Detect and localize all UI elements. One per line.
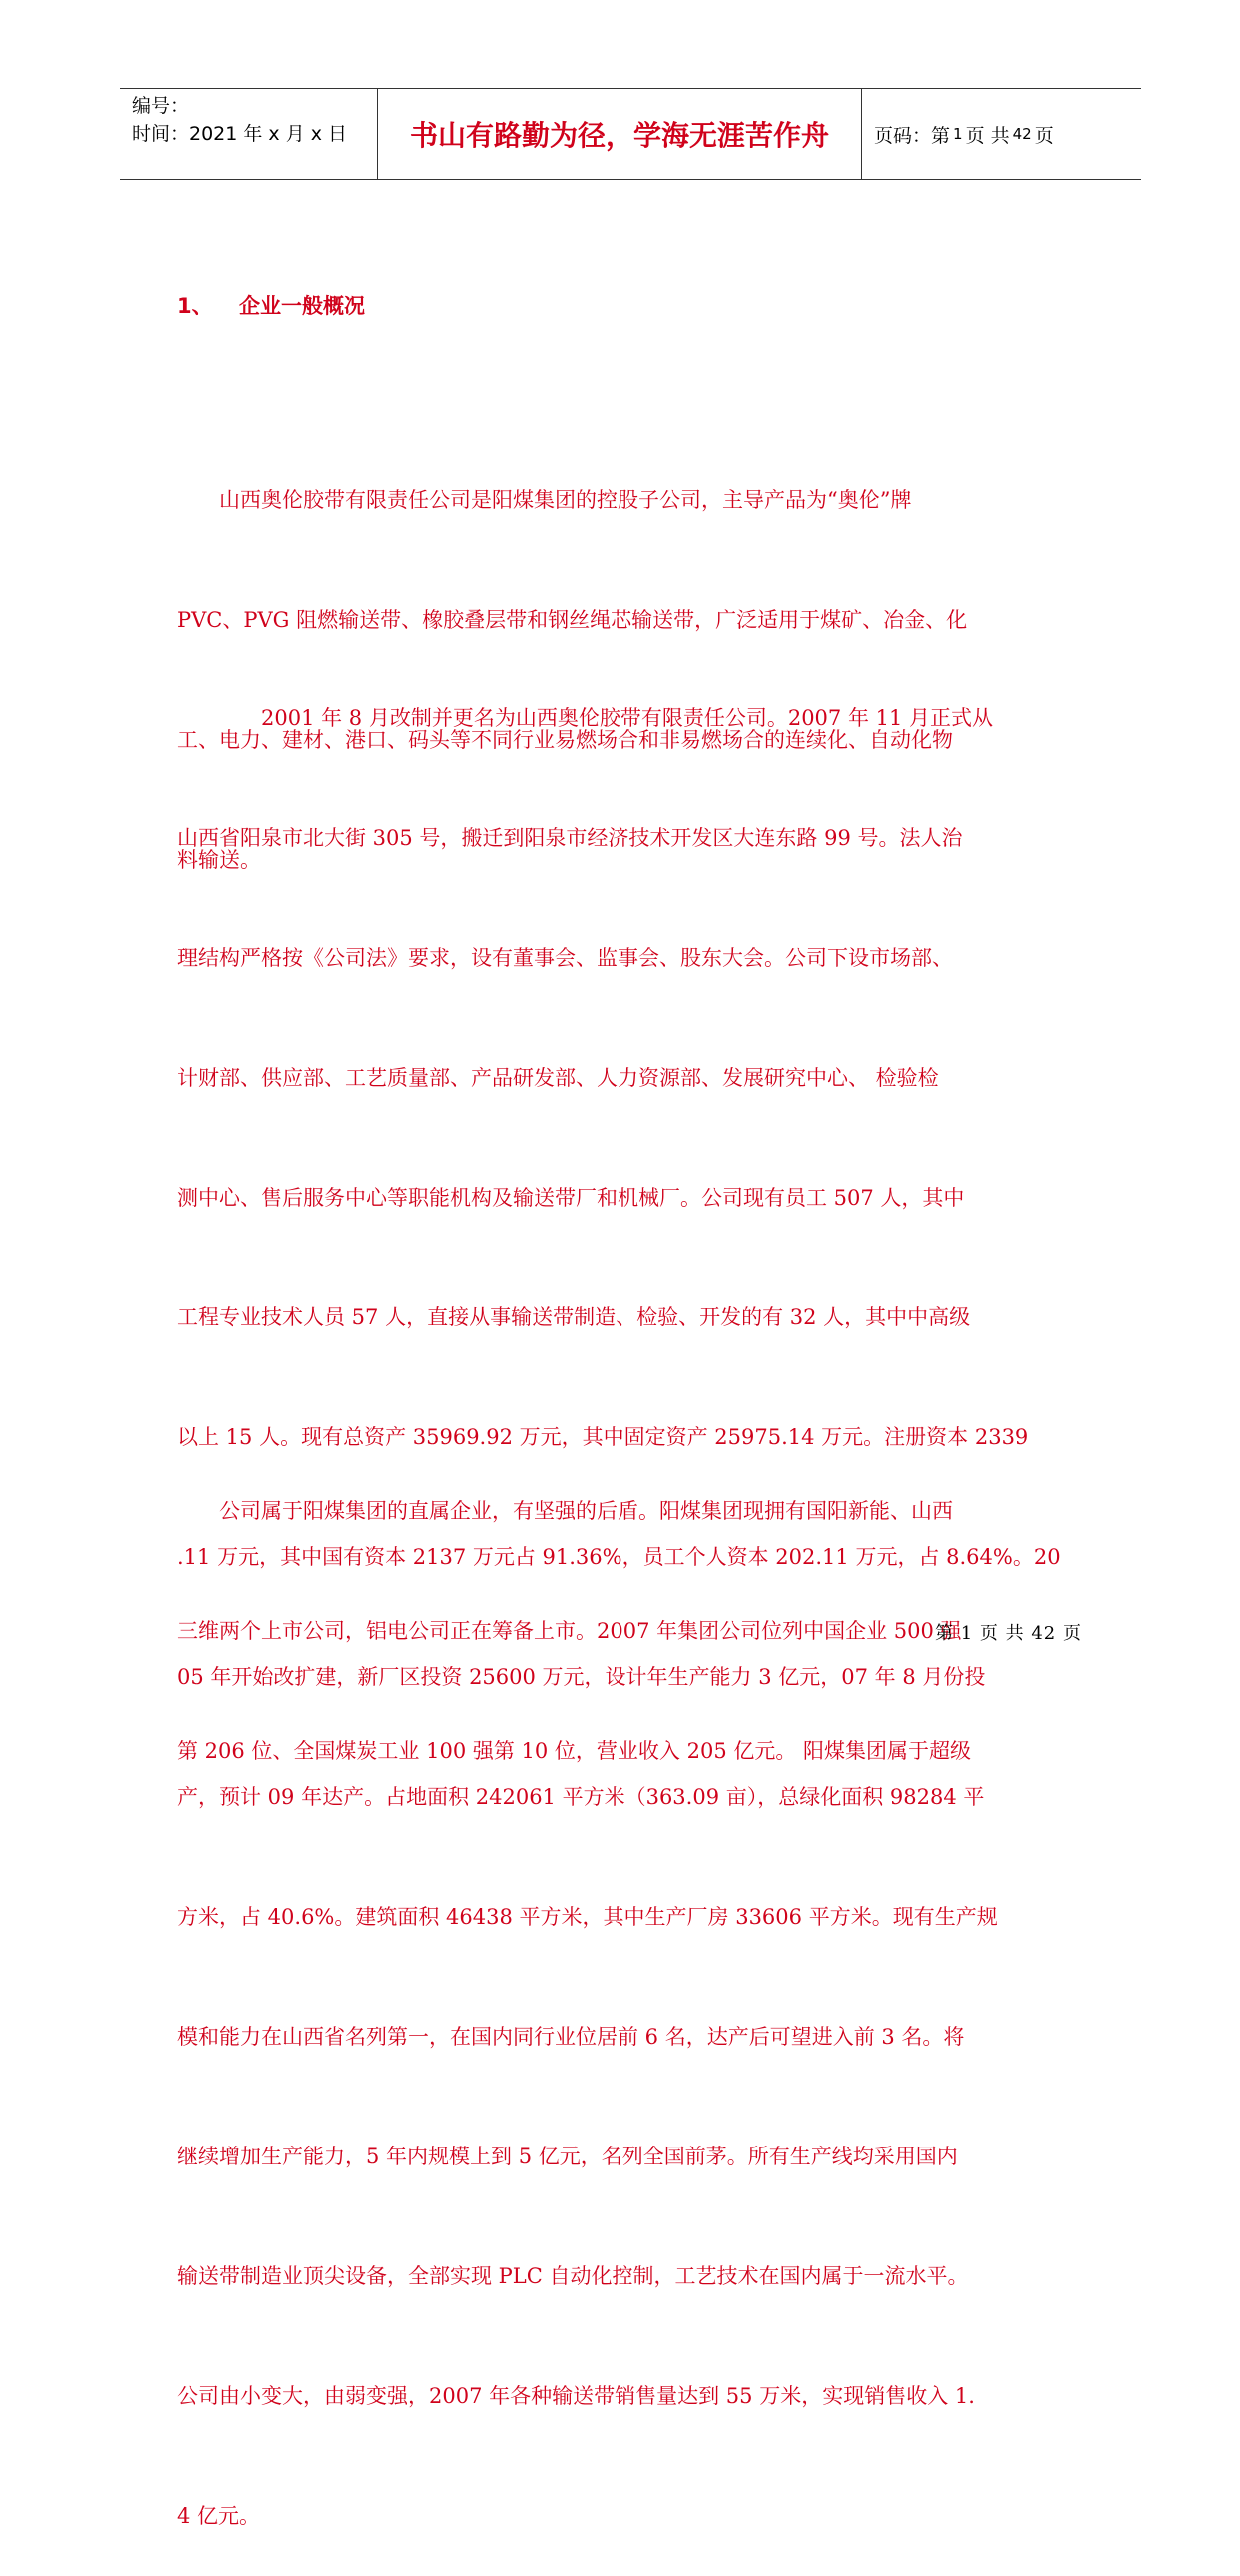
section-title: 企业一般概况 bbox=[239, 294, 365, 318]
paragraph-line: 理结构严格按《公司法》要求，设有董事会、监事会、股东大会。公司下设市场部、 bbox=[177, 946, 953, 970]
paragraph-line: 输送带制造业顶尖设备，全部实现 PLC 自动化控制，工艺技术在国内属于一流水平。 bbox=[177, 2264, 969, 2288]
paragraph-line: 模和能力在山西省名列第一，在国内同行业位居前 6 名，达产后可望进入前 3 名。将 bbox=[177, 2025, 965, 2049]
paragraph-line: 05 年开始改扩建，新厂区投资 25600 万元，设计年生产能力 3 亿元，07 年 8 月份投 bbox=[177, 1665, 986, 1689]
paragraph-line: 料输送。 bbox=[177, 848, 261, 872]
paragraph-line: 以上 15 人。现有总资产 35969.92 万元，其中固定资产 25975.14 万元。注册资本 2339 bbox=[177, 1425, 1029, 1449]
paragraph-line: 计财部、供应部、工艺质量部、产品研发部、人力资源部、发展研究中心、 检验检 bbox=[177, 1066, 939, 1090]
page-footer: 第 1 页 共 42 页 bbox=[935, 1623, 1082, 1644]
page-total: 42 bbox=[1012, 125, 1032, 143]
paragraph-line: 继续增加生产能力，5 年内规模上到 5 亿元，名列全国前茅。所有生产线均采用国内 bbox=[177, 2145, 958, 2168]
document-number-label: 编号： bbox=[132, 95, 190, 117]
paragraph-line: 山西省阳泉市北大街 305 号，搬迁到阳泉市经济技术开发区大连东路 99 号。法人治 bbox=[177, 826, 963, 850]
header-page-info bbox=[862, 89, 1141, 179]
paragraph-line: 公司由小变大，由弱变强，2007 年各种输送带销售量达到 55 万米，实现销售收入 1. bbox=[177, 2384, 975, 2408]
paragraph-line: 山西奥伦胶带有限责任公司是阳煤集团的控股子公司，主导产品为“奥伦”牌 bbox=[177, 488, 912, 512]
header-motto: 书山有路勤为径，学海无涯苦作舟 bbox=[378, 89, 862, 179]
section-number: 1、 bbox=[177, 294, 213, 318]
document-header bbox=[120, 88, 1141, 180]
paragraph-parent-group bbox=[177, 1411, 1088, 1811]
paragraph-line: 4 亿元。 bbox=[177, 2504, 261, 2528]
document-date: 时间：2021 年 x 月 x 日 bbox=[132, 123, 348, 145]
page-suffix: 页 bbox=[1034, 124, 1054, 147]
paragraph-line: 三维两个上市公司，铝电公司正在筹备上市。2007 年集团公司位列中国企业 500 强 bbox=[177, 1619, 962, 1643]
paragraph-line: 工程专业技术人员 57 人，直接从事输送带制造、检验、开发的有 32 人，其中中高级 bbox=[177, 1305, 971, 1329]
paragraph-line: 产，预计 09 年达产。占地面积 242061 平方米（363.09 亩），总绿化面积 98284 平 bbox=[177, 1785, 985, 1809]
paragraph-line: 测中心、售后服务中心等职能机构及输送带厂和机械厂。公司现有员工 507 人，其中 bbox=[177, 1186, 965, 1210]
paragraph-line: .11 万元，其中国有资本 2137 万元占 91.36%，员工个人资本 202.11 万元，占 8.64%。20 bbox=[177, 1545, 1061, 1569]
paragraph-line: 2001 年 8 月改制并更名为山西奥伦胶带有限责任公司。2007 年 11 月正式从 bbox=[177, 706, 994, 730]
page-prefix: 页码：第 bbox=[874, 124, 951, 147]
page-current: 1 bbox=[953, 125, 963, 143]
header-meta bbox=[120, 89, 378, 179]
paragraph-line: 工、电力、建材、港口、码头等不同行业易燃场合和非易燃场合的连续化、自动化物 bbox=[177, 728, 953, 752]
section-heading bbox=[177, 290, 365, 320]
page-middle: 页 共 bbox=[965, 124, 1010, 147]
paragraph-line: 第 206 位、全国煤炭工业 100 强第 10 位，营业收入 205 亿元。 阳煤集团属于超级 bbox=[177, 1739, 972, 1763]
paragraph-line: 公司属于阳煤集团的直属企业，有坚强的后盾。阳煤集团现拥有国阳新能、山西 bbox=[177, 1499, 953, 1523]
paragraph-line: 方米，占 40.6%。建筑面积 46438 平方米，其中生产厂房 33606 平方米。现有生产规 bbox=[177, 1905, 998, 1929]
paragraph-line: PVC、PVG 阻燃输送带、橡胶叠层带和钢丝绳芯输送带，广泛适用于煤矿、冶金、化 bbox=[177, 608, 968, 632]
